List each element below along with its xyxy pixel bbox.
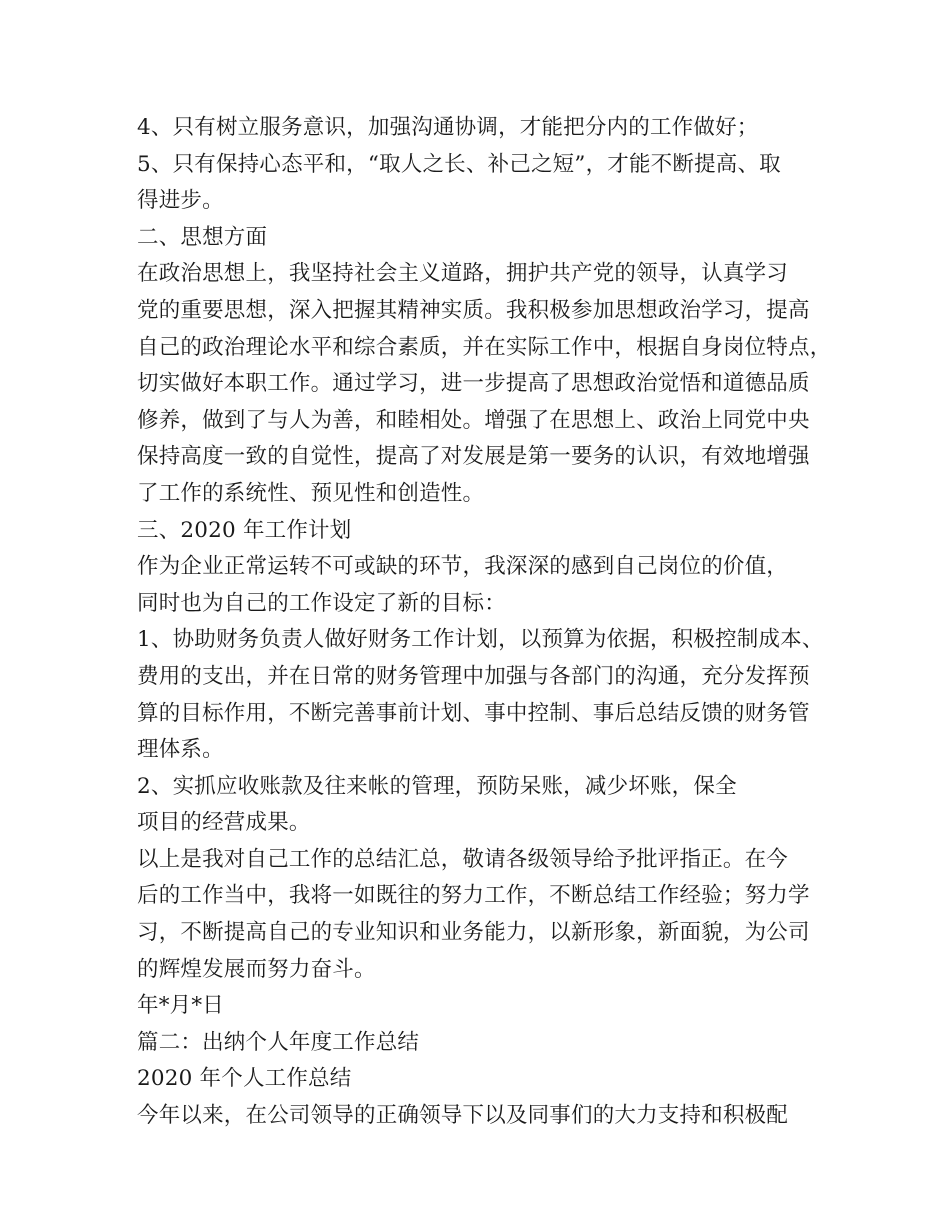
text-line: 了工作的系统性、预见性和创造性。 — [137, 480, 485, 506]
text-line: 切实做好本职工作。通过学习，进一步提高了思想政治觉悟和道德品质 — [137, 371, 810, 397]
section-heading: 三、2020 年工作计划 — [137, 517, 352, 543]
text-line: 1、协助财务负责人做好财务工作计划，以预算为依据，积极控制成本、 — [137, 627, 824, 653]
document-subtitle: 2020 年个人工作总结 — [137, 1066, 352, 1092]
text-line: 今年以来，在公司领导的正确领导下以及同事们的大力支持和积极配 — [137, 1103, 789, 1129]
text-line: 后的工作当中，我将一如既往的努力工作，不断总结工作经验；努力学 — [137, 883, 810, 909]
text-line: 在政治思想上，我坚持社会主义道路，拥护共产党的领导，认真学习 — [137, 261, 789, 287]
text-line: 习，不断提高自己的专业知识和业务能力，以新形象，新面貌，为公司 — [137, 920, 810, 946]
document-page — [137, 110, 832, 1135]
text-line: 作为企业正常运转不可或缺的环节，我深深的感到自己岗位的价值， — [137, 554, 789, 580]
text-line: 得进步。 — [137, 188, 224, 214]
text-line: 的辉煌发展而努力奋斗。 — [137, 956, 376, 982]
text-line: 党的重要思想，深入把握其精神实质。我积极参加思想政治学习，提高 — [137, 297, 810, 323]
date-line: 年*月*日 — [137, 993, 225, 1019]
text-line: 5、只有保持心态平和，“取人之长、补己之短”，才能不断提高、取 — [137, 151, 781, 177]
text-line: 以上是我对自己工作的总结汇总，敬请各级领导给予批评指正。在今 — [137, 846, 789, 872]
text-line: 算的目标作用，不断完善事前计划、事中控制、事后总结反馈的财务管 — [137, 700, 810, 726]
text-line: 2、实抓应收账款及往来帐的管理，预防呆账，减少坏账，保全 — [137, 773, 737, 799]
text-line: 保持高度一致的自觉性，提高了对发展是第一要务的认识，有效地增强 — [137, 444, 810, 470]
text-line: 费用的支出，并在日常的财务管理中加强与各部门的沟通，充分发挥预 — [137, 663, 810, 689]
section-heading: 二、思想方面 — [137, 224, 268, 250]
text-line: 4、只有树立服务意识，加强沟通协调，才能把分内的工作做好； — [137, 115, 759, 140]
text-line: 修养，做到了与人为善，和睦相处。增强了在思想上、政治上同党中央 — [137, 407, 810, 433]
text-line: 项目的经营成果。 — [137, 810, 311, 836]
text-line: 理体系。 — [137, 737, 224, 763]
chapter-title: 篇二：出纳个人年度工作总结 — [137, 1029, 420, 1055]
text-line: 自己的政治理论水平和综合素质，并在实际工作中，根据自身岗位特点， — [137, 334, 832, 360]
text-line: 同时也为自己的工作设定了新的目标： — [137, 590, 506, 616]
